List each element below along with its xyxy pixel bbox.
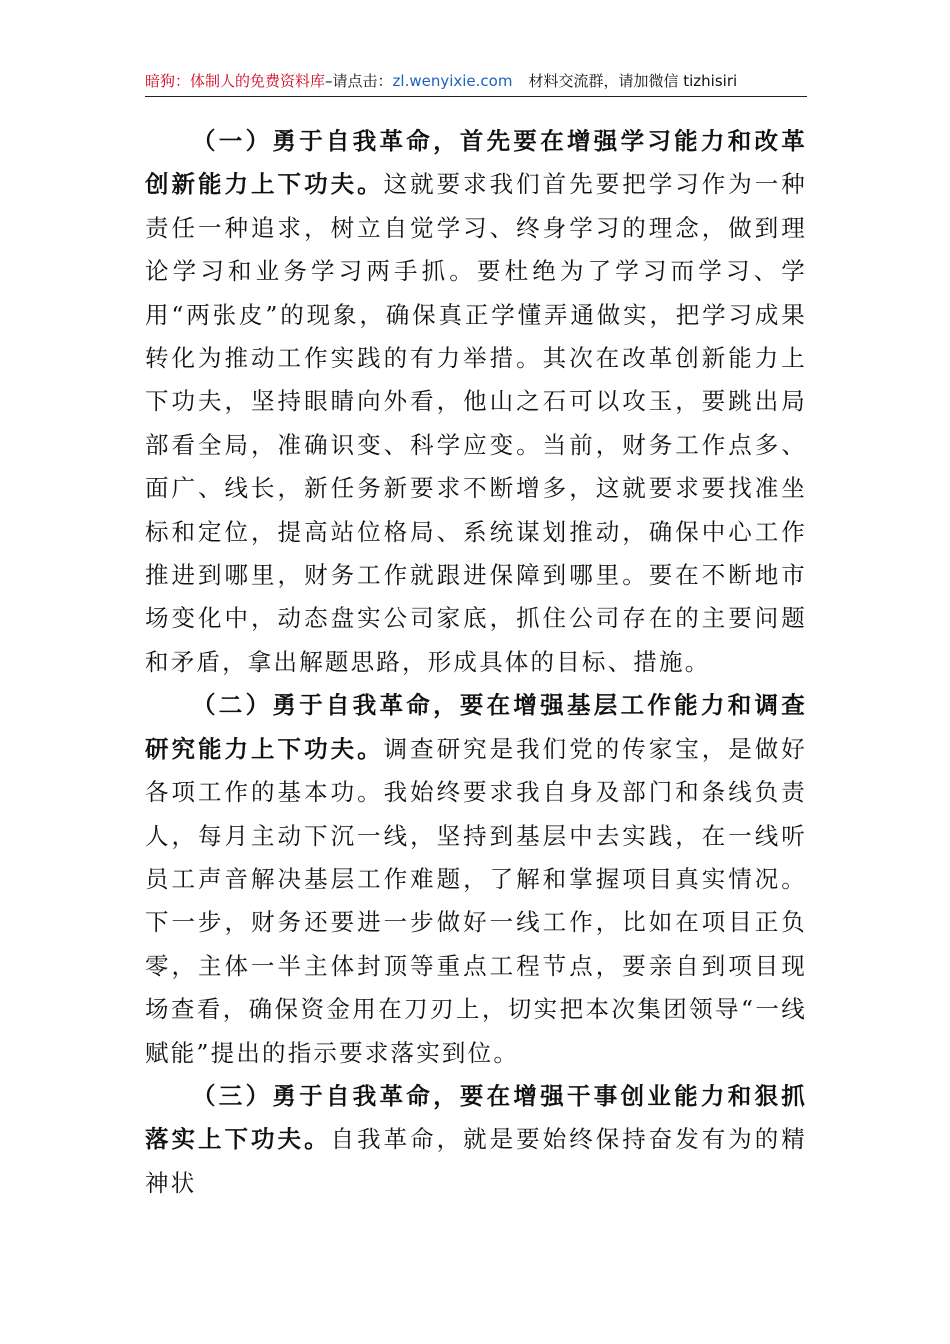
paragraph-2 xyxy=(145,684,807,1075)
page-header xyxy=(145,68,807,97)
header-url-link[interactable]: zl.wenyixie.com xyxy=(392,72,513,90)
paragraph-2-heading: （二）勇于自我革命，要在增强基层工作能力和调查研究能力上下功夫。 xyxy=(145,691,807,763)
paragraph-1-text: 这就要求我们首先要把学习作为一种责任一种追求，树立自觉学习、终身学习的理念，做到理论学习和业务学习两手抓。要杜绝为了学习而学习、学用“两张皮”的现象，确保真正学懂弄通做实，把学习成果转化为推动工作实践的有力举措。其次在改革创新能力上下功夫，坚持眼睛向外看，他山之石可以攻玉，要跳出局部看全局，准确识变、科学应变。当前，财务工作点多、面广、线长，新任务新要求不断增多，这就要求要找准坐标和定位，提高站位格局、系统谋划推动，确保中心工作推进到哪里，财务工作就跟进保障到哪里。要在不断地市场变化中，动态盘实公司家底，抓住公司存在的主要问题和矛盾，拿出解题思路，形成具体的目标、措施。 xyxy=(145,170,807,676)
paragraph-3-heading: （三）勇于自我革命，要在增强干事创业能力和狠抓落实上下功夫。 xyxy=(145,1081,807,1154)
header-group-text: 材料交流群，请加微信 tizhisiri xyxy=(528,72,738,90)
paragraph-1-heading: （一）勇于自我革命，首先要在增强学习能力和改革创新能力上下功夫。 xyxy=(145,127,807,199)
paragraph-1 xyxy=(145,120,807,684)
paragraph-3 xyxy=(145,1075,807,1205)
document-body xyxy=(145,120,807,1205)
header-click-text: –请点击： xyxy=(325,72,393,90)
paragraph-2-text: 调查研究是我们党的传家宝，是做好各项工作的基本功。我始终要求我自身及部门和条线负责人，每月主动下沉一线，坚持到基层中去实践，在一线听员工声音解决基层工作难题，了解和掌握项目真实情况。下一步，财务还要进一步做好一线工作，比如在项目正负零，主体一半主体封顶等重点工程节点，要亲自到项目现场查看，确保资金用在刀刃上，切实把本次集团领导“一线赋能”提出的指示要求落实到位。 xyxy=(145,734,807,1067)
header-site-text: 暗狗：体制人的免费资料库 xyxy=(145,72,326,90)
paragraph-3-text: 自我革命，就是要始终保持奋发有为的精神状 xyxy=(145,1125,807,1197)
